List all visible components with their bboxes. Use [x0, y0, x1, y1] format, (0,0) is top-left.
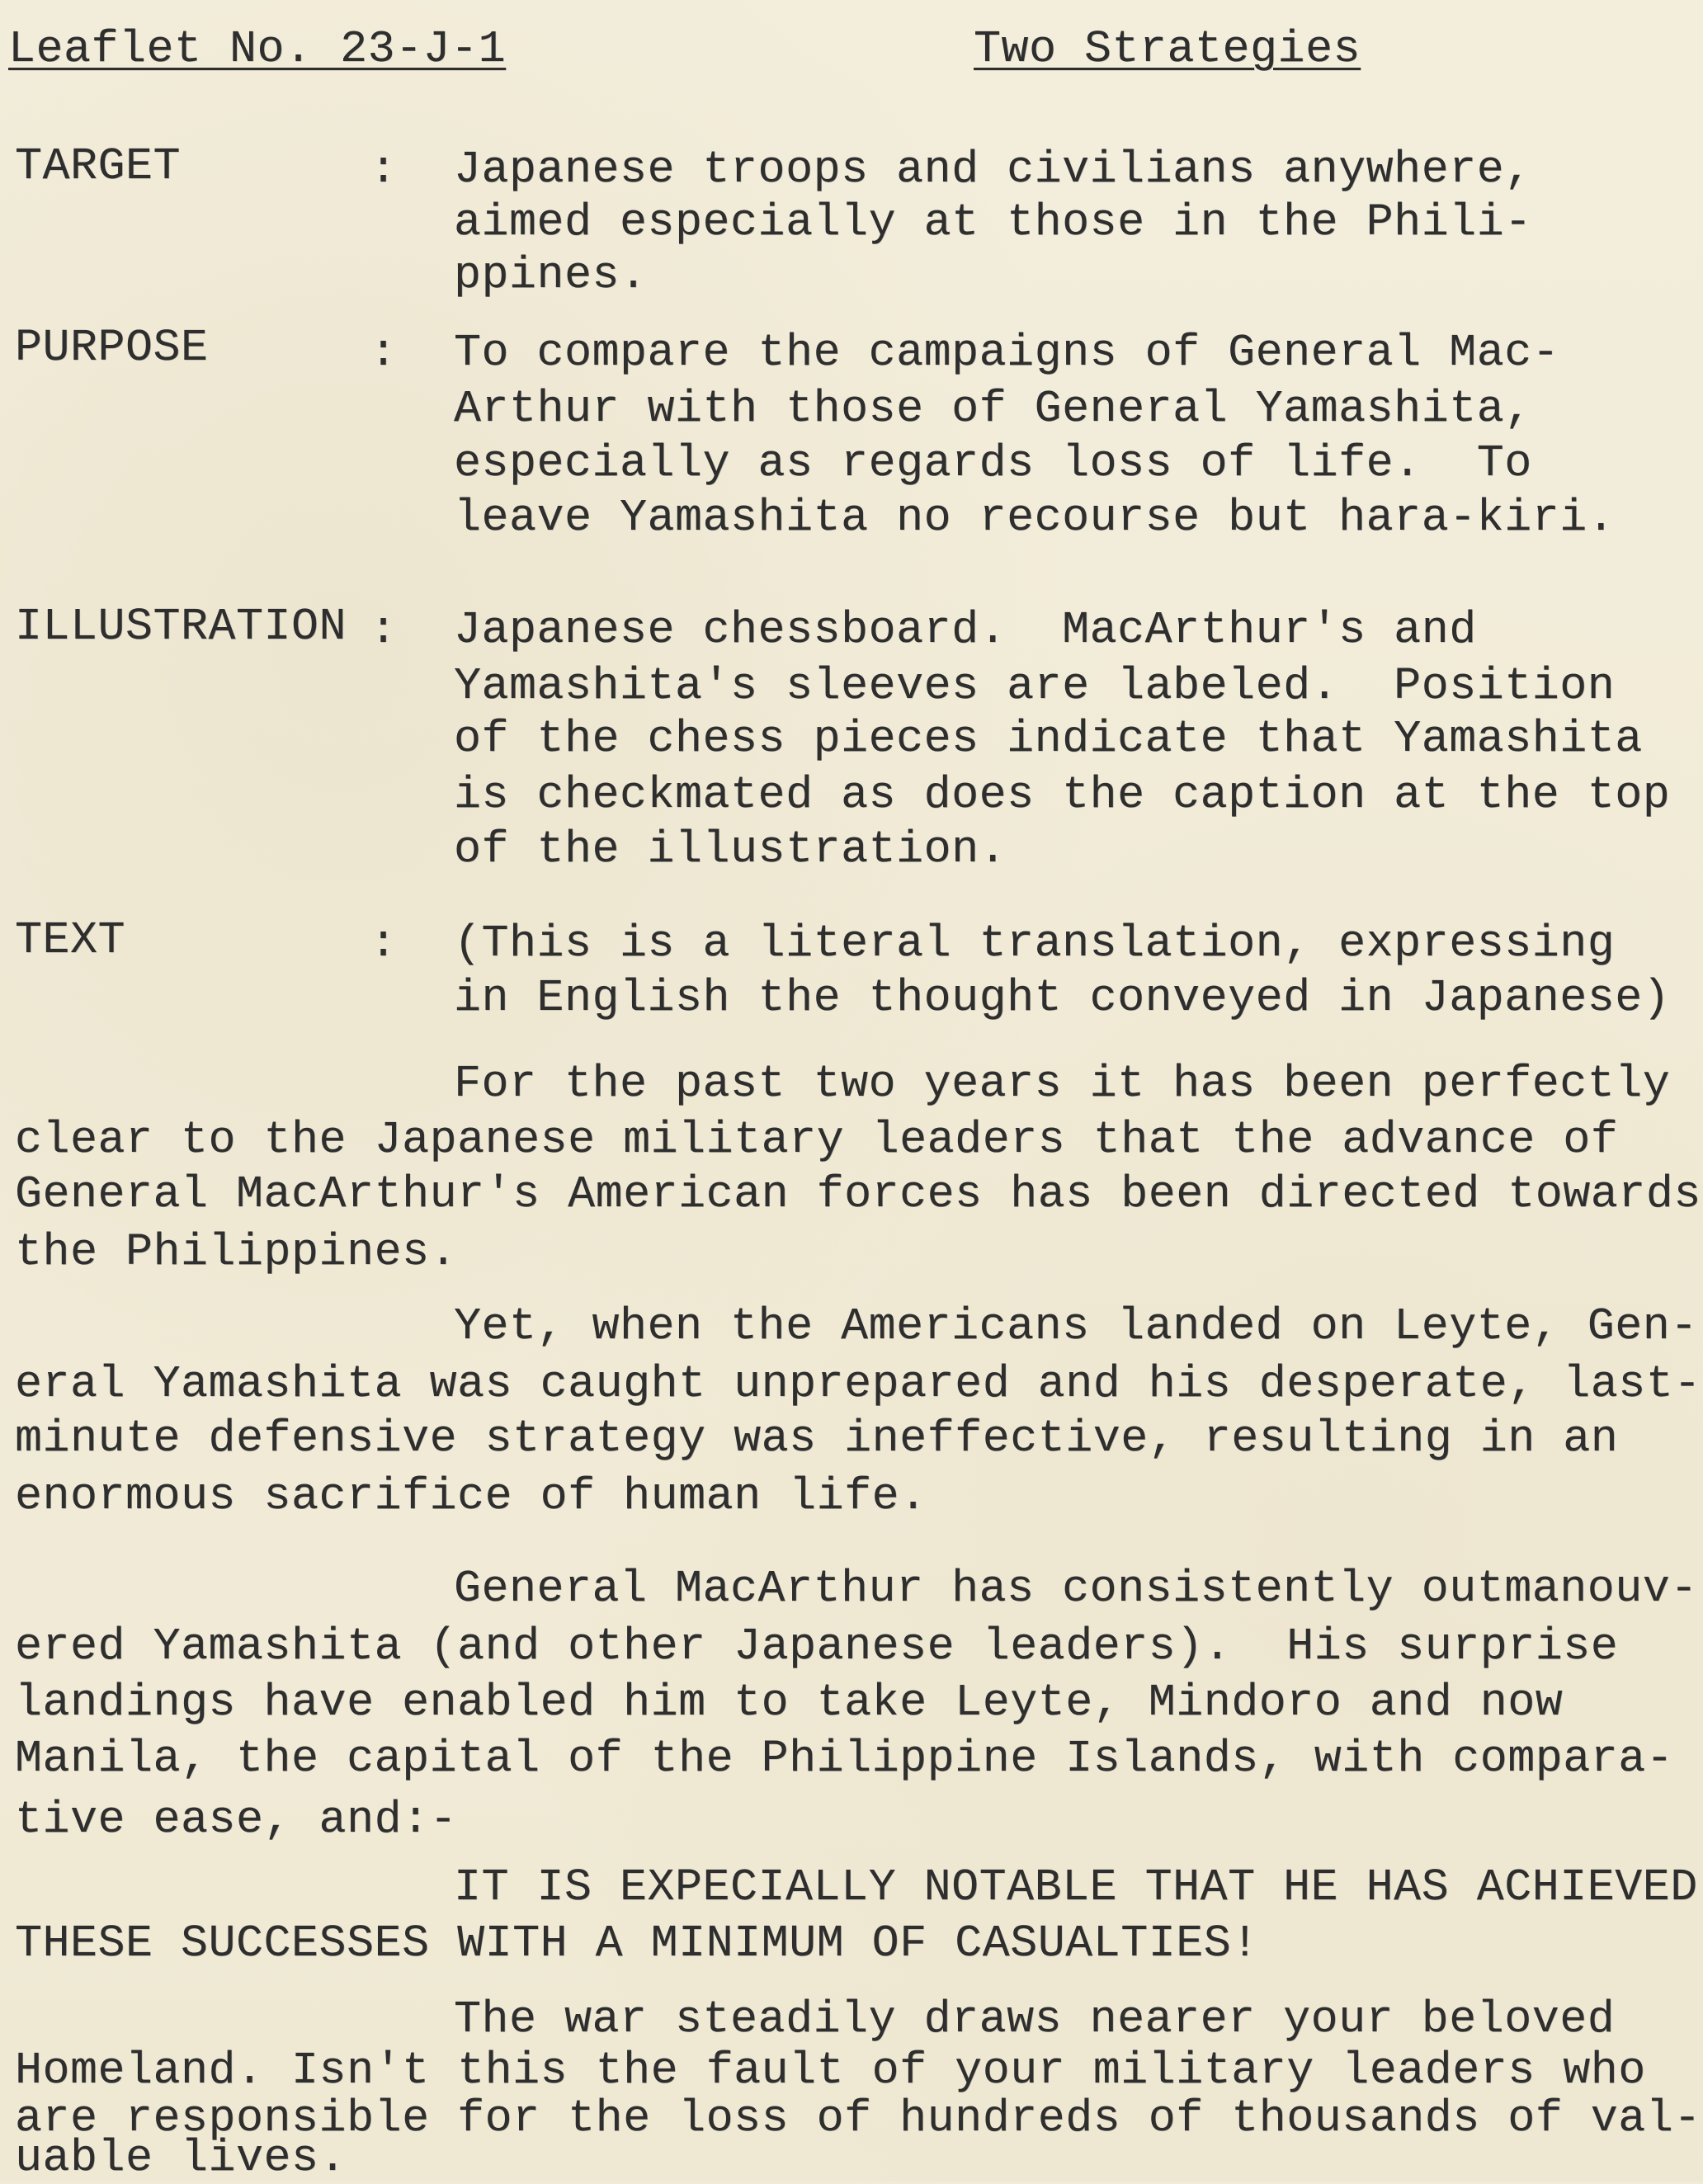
- body-paragraph-line: THESE SUCCESSES WITH A MINIMUM OF CASUALTIES!: [15, 1917, 1259, 1969]
- field-colon-text: :: [370, 917, 398, 969]
- body-paragraph-line: General MacArthur has consistently outmanouv-: [454, 1563, 1698, 1615]
- body-paragraph-line: enormous sacrifice of human life.: [15, 1470, 927, 1522]
- leaflet-number: Leaflet No. 23-J-1: [8, 23, 507, 75]
- body-paragraph-line: For the past two years it has been perfectly: [454, 1058, 1671, 1110]
- body-paragraph-line: IT IS EXPECIALLY NOTABLE THAT HE HAS ACHIEVED: [454, 1861, 1698, 1913]
- field-value-line: aimed especially at those in the Phili-: [454, 196, 1532, 248]
- body-paragraph-line: eral Yamashita was caught unprepared and his desperate, last-: [15, 1358, 1701, 1410]
- field-colon-target: :: [370, 144, 398, 196]
- body-paragraph-line: Manila, the capital of the Philippine Islands, with compara-: [15, 1733, 1674, 1785]
- field-label-text: TEXT: [15, 914, 126, 966]
- body-paragraph-line: ered Yamashita (and other Japanese leaders). His surprise: [15, 1620, 1619, 1672]
- body-paragraph-line: are responsible for the loss of hundreds of thousands of val-: [15, 2092, 1701, 2144]
- field-value-line: in English the thought conveyed in Japanese): [454, 972, 1671, 1024]
- field-value-line: is checkmated as does the caption at the top: [454, 769, 1671, 821]
- leaflet-title: Two Strategies: [974, 23, 1361, 75]
- body-paragraph-line: General MacArthur's American forces has been directed towards: [15, 1168, 1701, 1220]
- field-value-line: of the illustration.: [454, 823, 1007, 875]
- body-paragraph-line: The war steadily draws nearer your beloved: [454, 1993, 1616, 2045]
- body-paragraph-line: minute defensive strategy was ineffective, resulting in an: [15, 1413, 1619, 1465]
- body-paragraph-line: landings have enabled him to take Leyte, Mindoro and now: [15, 1677, 1564, 1729]
- body-paragraph-line: tive ease, and:-: [15, 1794, 458, 1846]
- field-value-line: Japanese troops and civilians anywhere,: [454, 144, 1532, 196]
- field-colon-purpose: :: [370, 327, 398, 379]
- field-label-purpose: PURPOSE: [15, 322, 209, 374]
- body-paragraph-line: Homeland. Isn't this the fault of your military leaders who: [15, 2045, 1646, 2097]
- field-value-line: of the chess pieces indicate that Yamashita: [454, 713, 1643, 765]
- field-value-line: leave Yamashita no recourse but hara-kiri.: [454, 492, 1616, 544]
- field-value-line: (This is a literal translation, expressing: [454, 917, 1616, 969]
- field-label-target: TARGET: [15, 140, 182, 192]
- field-value-line: ppines.: [454, 249, 648, 301]
- body-paragraph-line: the Philippines.: [15, 1226, 458, 1278]
- field-value-line: To compare the campaigns of General Mac-: [454, 327, 1560, 379]
- field-value-line: Japanese chessboard. MacArthur's and: [454, 604, 1477, 656]
- body-paragraph-line: Yet, when the Americans landed on Leyte, Gen-: [454, 1300, 1698, 1352]
- body-paragraph-line: uable lives.: [15, 2132, 347, 2184]
- field-value-line: especially as regards loss of life. To: [454, 437, 1532, 489]
- field-colon-illustration: :: [370, 604, 398, 656]
- field-label-illustration: ILLUSTRATION: [15, 601, 347, 653]
- field-value-line: Yamashita's sleeves are labeled. Position: [454, 660, 1616, 712]
- body-paragraph-line: clear to the Japanese military leaders that the advance of: [15, 1114, 1619, 1166]
- field-value-line: Arthur with those of General Yamashita,: [454, 383, 1532, 435]
